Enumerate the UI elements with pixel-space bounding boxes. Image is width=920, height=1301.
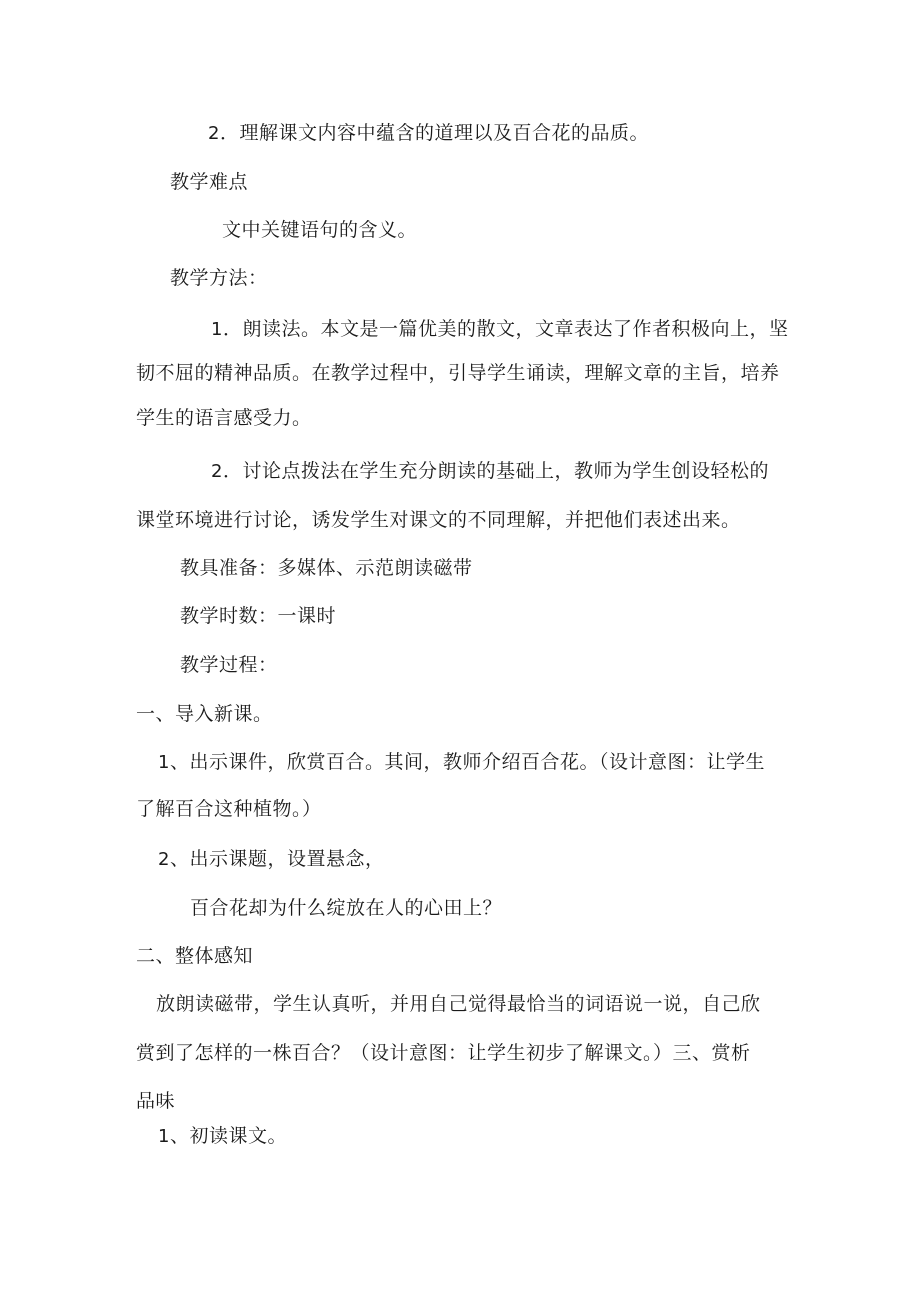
part1-step2 <box>158 847 384 872</box>
objective-item-2 <box>208 121 649 146</box>
part1-step1-number: 1 <box>158 752 170 773</box>
part1-step2-number: 2 <box>158 849 170 870</box>
part1-step1-line2: 了解百合这种植物。） <box>136 798 322 820</box>
part2-heading: 二、整体感知 <box>136 945 254 967</box>
method-item-1-continuation: 韧不屈的精神品质。在教学过程中，引导学生诵读，理解文章的主旨，培养学生的语言感受力。 <box>136 362 780 429</box>
part1-step1-line1 <box>158 750 765 775</box>
part3-step1-text: 、初读课文。 <box>169 1125 287 1147</box>
method-item-1-line1 <box>211 317 788 342</box>
teaching-hours: 教学时数：一课时 <box>180 605 337 627</box>
part2-text-line3: 品味 <box>136 1090 176 1112</box>
objective-item-2-number: 2 <box>208 123 220 144</box>
part1-heading: 一、导入新课。 <box>136 703 273 725</box>
objective-item-2-text: ．理解课文内容中蕴含的道理以及百合花的品质。 <box>219 122 649 144</box>
part3-step1-number: 1 <box>158 1126 170 1147</box>
method-item-2-continuation: 课堂环境进行讨论，诱发学生对课文的不同理解，并把他们表述出来。 <box>136 509 741 531</box>
part2-text-line2: 赏到了怎样的一株百合？（设计意图：让学生初步了解课文。）三、赏析 <box>136 1042 751 1064</box>
method-item-1-number: 1 <box>211 319 223 340</box>
difficulty-heading: 教学难点 <box>170 171 249 193</box>
method-item-2-number: 2 <box>211 461 223 482</box>
teaching-tools: 教具准备：多媒体、示范朗读磁带 <box>180 557 473 579</box>
method-item-2-line1 <box>211 459 769 484</box>
part1-question: 百合花却为什么绽放在人的心田上？ <box>190 897 503 919</box>
methods-heading: 教学方法： <box>170 267 268 289</box>
process-heading: 教学过程： <box>180 654 278 676</box>
part3-step1 <box>158 1124 287 1149</box>
part2-text-line1: 放朗读磁带，学生认真听，并用自己觉得最恰当的词语说一说，自己欣 <box>156 993 761 1015</box>
method-item-2-text-line1: ．讨论点拨法在学生充分朗读的基础上，教师为学生创设轻松的 <box>222 460 769 482</box>
part1-step1-text-line1: 、出示课件，欣赏百合。其间，教师介绍百合花。（设计意图：让学生 <box>169 751 765 773</box>
difficulty-content: 文中关键语句的含义。 <box>222 219 418 241</box>
part1-step2-text: 、出示课题，设置悬念， <box>169 848 385 870</box>
method-item-1-text-line1: ．朗读法。本文是一篇优美的散文，文章表达了作者积极向上，坚 <box>222 318 789 340</box>
